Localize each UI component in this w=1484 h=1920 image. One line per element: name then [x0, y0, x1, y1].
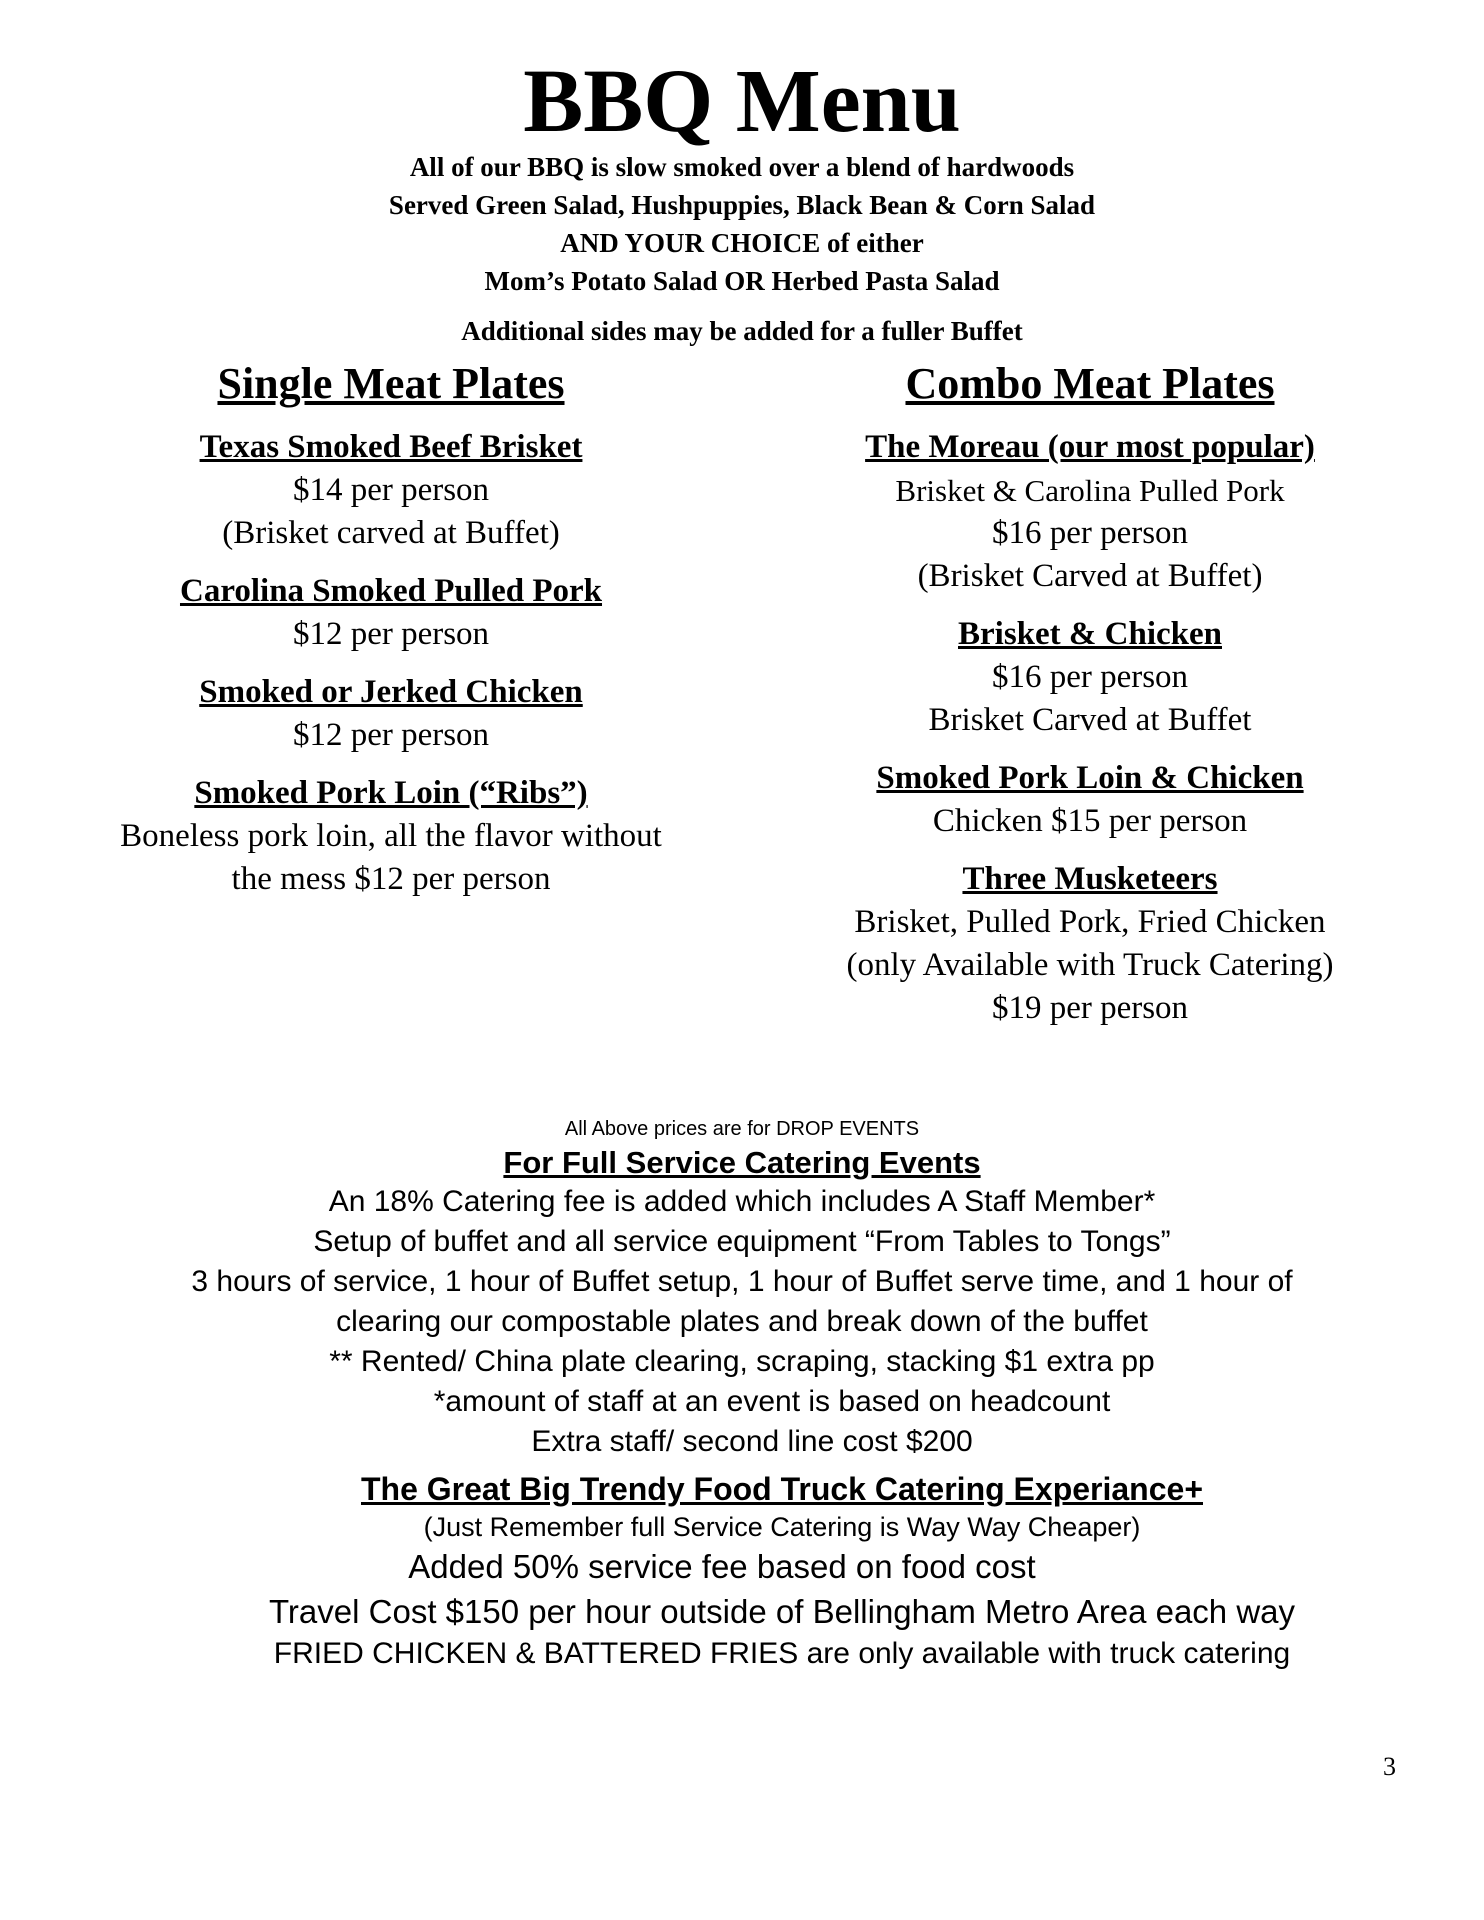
intro-line: Mom’s Potato Salad OR Herbed Pasta Salad	[484, 266, 1000, 296]
menu-item	[790, 425, 1390, 598]
menu-item	[80, 425, 702, 555]
menu-item-note: Brisket Carved at Buffet	[928, 702, 1252, 738]
combo-meat-column	[790, 355, 1390, 1030]
truck-line: FRIED CHICKEN & BATTERED FRIES are only available with truck catering	[273, 1637, 1291, 1670]
menu-item	[80, 771, 702, 901]
food-truck-section	[0, 1468, 1484, 1674]
menu-item-price: $19 per person	[991, 990, 1189, 1026]
drop-events-note: All Above prices are for DROP EVENTS	[564, 1118, 920, 1140]
menu-item-price: $16 per person	[991, 515, 1189, 551]
single-meat-heading: Single Meat Plates	[217, 359, 565, 408]
intro-additional-sides: Additional sides may be added for a fuller Buffet	[461, 316, 1023, 346]
menu-item-note: (Brisket Carved at Buffet)	[917, 558, 1263, 594]
service-line: An 18% Catering fee is added which includes A Staff Member*	[328, 1185, 1156, 1218]
combo-meat-heading: Combo Meat Plates	[905, 359, 1275, 408]
menu-item-price: $14 per person	[292, 472, 490, 508]
menu-item	[80, 569, 702, 656]
menu-item-description: the mess $12 per person	[231, 861, 551, 897]
menu-item-name: Smoked Pork Loin & Chicken	[876, 760, 1304, 796]
menu-item	[790, 612, 1390, 742]
page-title: BBQ Menu	[523, 52, 961, 151]
menu-item-description: Brisket & Carolina Pulled Pork	[895, 473, 1285, 508]
service-line: ** Rented/ China plate clearing, scraping, stacking $1 extra pp	[329, 1345, 1155, 1378]
menu-item-price: $16 per person	[991, 659, 1189, 695]
food-truck-heading: The Great Big Trendy Food Truck Catering Experiance+	[361, 1471, 1203, 1507]
page-number: 3	[1383, 1752, 1396, 1781]
service-line: clearing our compostable plates and break down of the buffet	[336, 1305, 1148, 1338]
menu-item-description: Brisket, Pulled Pork, Fried Chicken	[854, 904, 1326, 940]
truck-line: Travel Cost $150 per hour outside of Bellingham Metro Area each way	[269, 1593, 1295, 1630]
menu-item-name: Smoked Pork Loin (“Ribs”)	[194, 775, 588, 811]
menu-item-note: (only Available with Truck Catering)	[846, 947, 1334, 983]
truck-line: Added 50% service fee based on food cost	[408, 1548, 1036, 1585]
menu-item-price: $12 per person	[292, 717, 490, 753]
menu-item	[790, 756, 1390, 843]
intro-line: AND YOUR CHOICE of either	[560, 228, 924, 258]
menu-item-name: Three Musketeers	[962, 861, 1218, 897]
single-meat-column	[80, 355, 702, 901]
food-truck-subtitle: (Just Remember full Service Catering is Way Way Cheaper)	[423, 1512, 1141, 1542]
intro-line: All of our BBQ is slow smoked over a blend of hardwoods	[409, 152, 1075, 182]
service-line: *amount of staff at an event is based on headcount	[433, 1385, 1111, 1418]
intro-line: Served Green Salad, Hushpuppies, Black Bean & Corn Salad	[388, 190, 1096, 220]
full-service-heading: For Full Service Catering Events	[503, 1145, 981, 1180]
menu-item-price: $12 per person	[292, 616, 490, 652]
full-service-section	[0, 1114, 1484, 1462]
menu-item-name: Smoked or Jerked Chicken	[199, 674, 583, 710]
service-line: 3 hours of service, 1 hour of Buffet setup, 1 hour of Buffet serve time, and 1 hour of	[191, 1265, 1293, 1298]
menu-item-name: Carolina Smoked Pulled Pork	[179, 573, 603, 609]
menu-item-note: (Brisket carved at Buffet)	[222, 515, 560, 551]
intro-block	[0, 148, 1484, 350]
service-line: Setup of buffet and all service equipment “From Tables to Tongs”	[313, 1225, 1171, 1258]
menu-item-price: Chicken $15 per person	[932, 803, 1248, 839]
menu-item-name: Texas Smoked Beef Brisket	[199, 429, 583, 465]
menu-item-name: The Moreau (our most popular)	[865, 429, 1315, 465]
menu-item	[80, 670, 702, 757]
menu-item	[790, 857, 1390, 1030]
menu-item-description: Boneless pork loin, all the flavor without	[120, 818, 662, 854]
menu-item-name: Brisket & Chicken	[958, 616, 1222, 652]
service-line: Extra staff/ second line cost $200	[531, 1425, 973, 1458]
